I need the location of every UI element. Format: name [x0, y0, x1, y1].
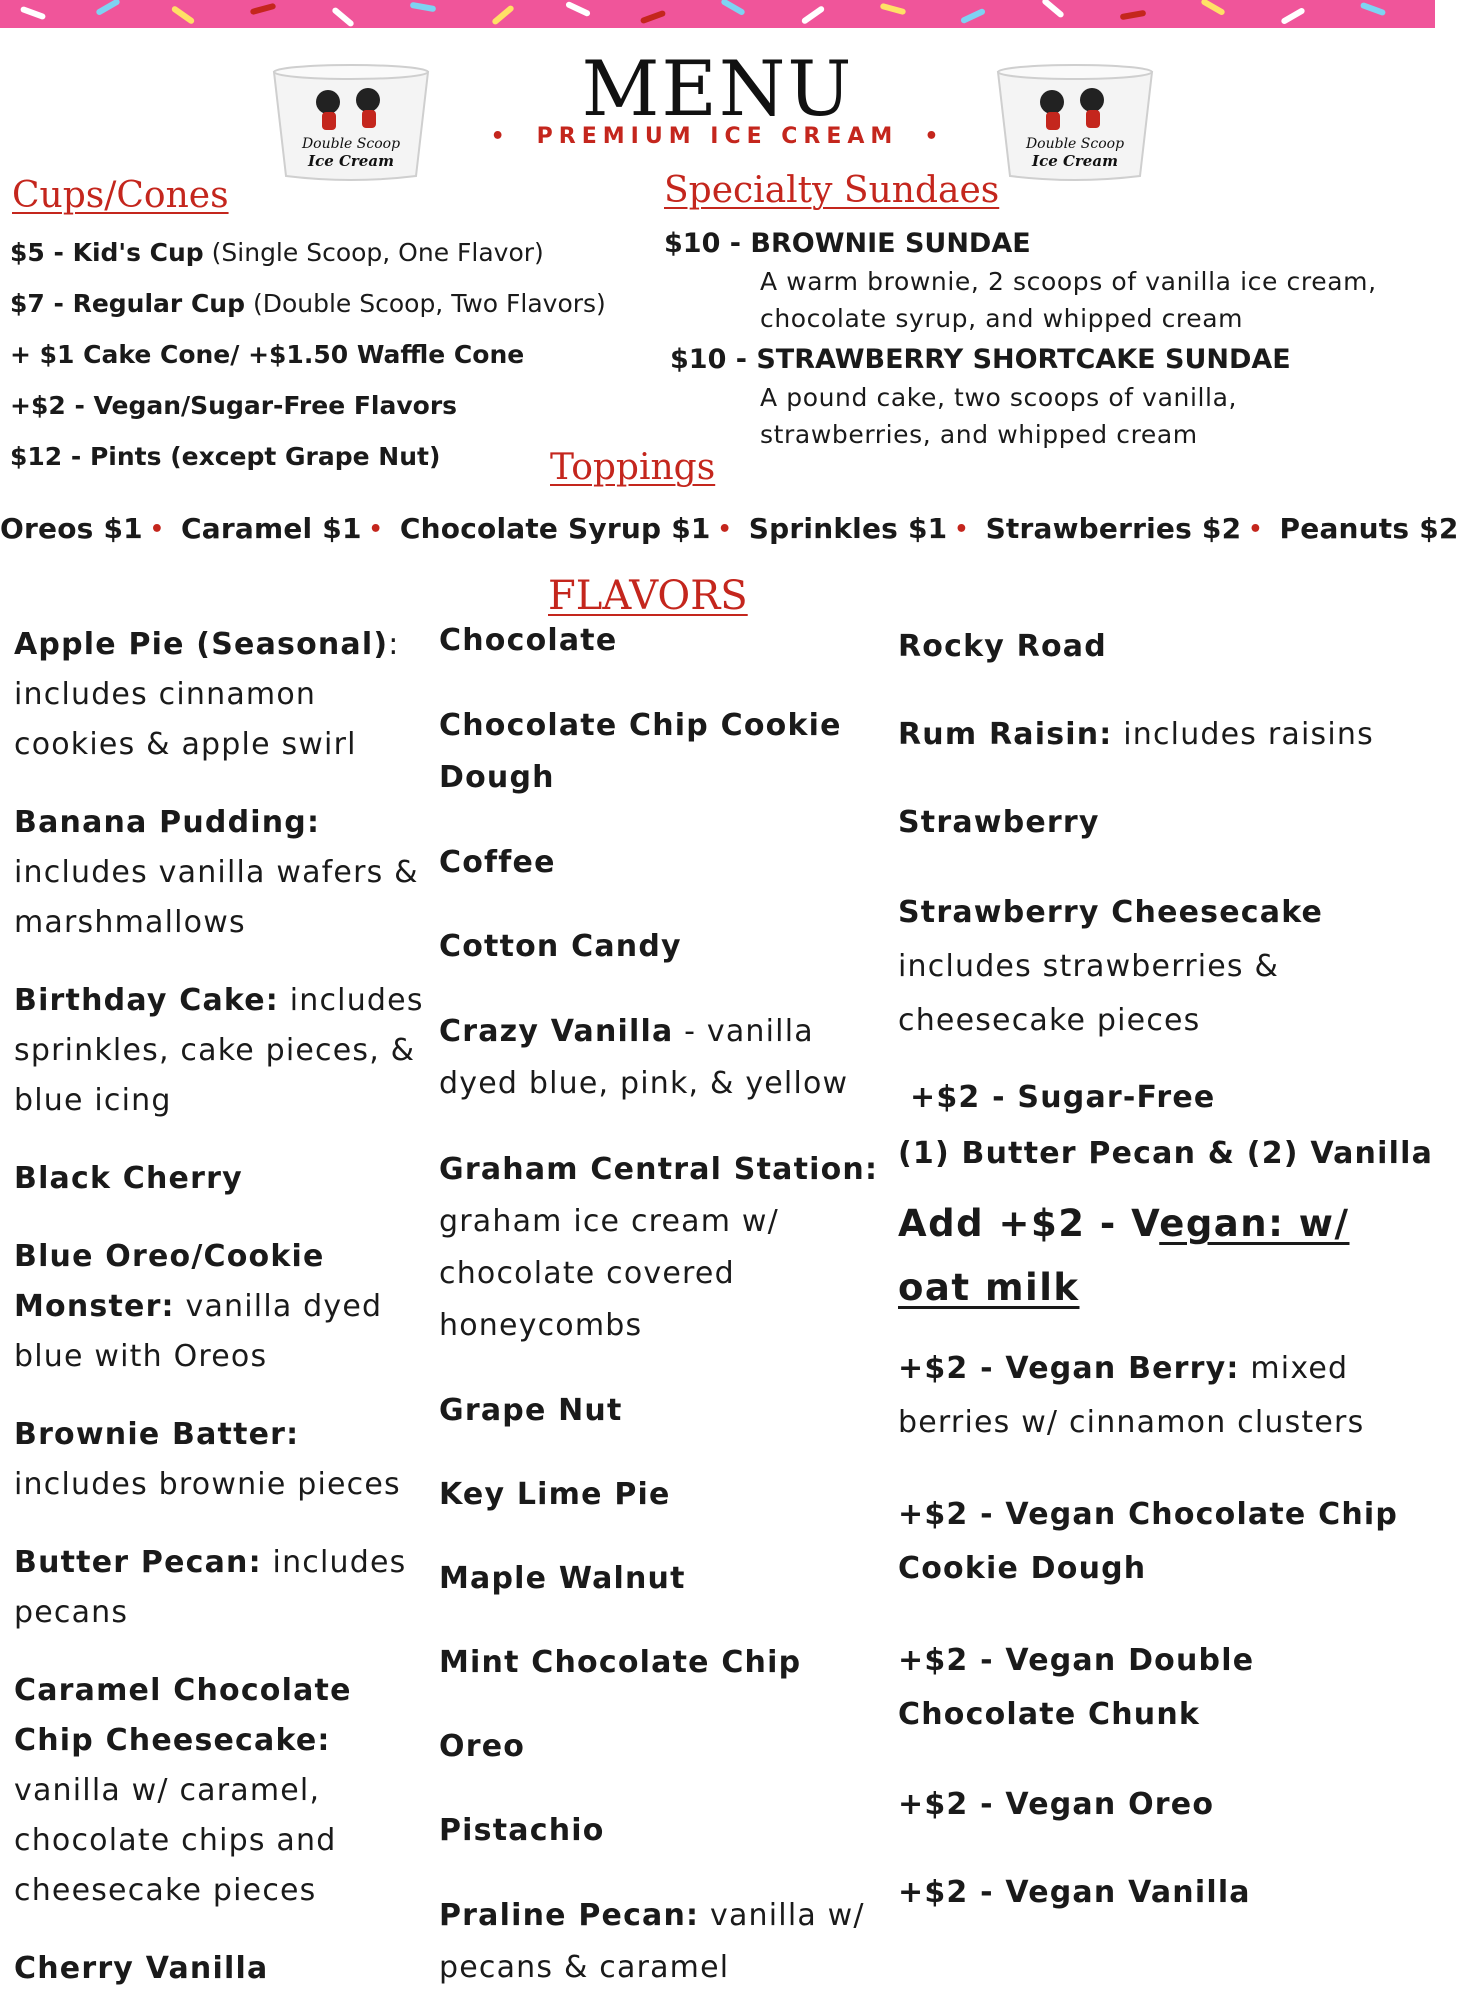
- sprinkle-banner: [0, 0, 1435, 28]
- flavor-item: Blue Oreo/Cookie Monster: vanilla dyed blue with Oreos: [14, 1239, 383, 1374]
- flavor-item: Strawberry: [898, 805, 1100, 840]
- flavor-item: Caramel Chocolate Chip Cheesecake: vanilla w/ caramel, chocolate chips and cheesecake pieces: [14, 1673, 352, 1908]
- menu-subtitle: [0, 124, 1435, 149]
- bullet-dot: •: [717, 517, 732, 542]
- vegan-flavor-item: +$2 - Vegan Oreo: [898, 1787, 1215, 1822]
- bullet-dot: •: [368, 517, 383, 542]
- price-line-cones: + $1 Cake Cone/ +$1.50 Waffle Cone: [10, 340, 525, 369]
- topping-item: Sprinkles $1: [748, 512, 948, 545]
- svg-text:Double Scoop: Double Scoop: [301, 136, 401, 152]
- topping-item: Peanuts $2: [1279, 512, 1459, 545]
- price-line-pints: $12 - Pints (except Grape Nut): [10, 442, 441, 471]
- flavor-item: Birthday Cake: includes sprinkles, cake pieces, & blue icing: [14, 983, 424, 1118]
- flavor-item: Strawberry Cheesecake includes strawberries & cheesecake pieces: [898, 895, 1324, 1038]
- flavor-item: Oreo: [439, 1729, 526, 1764]
- flavor-item: Cherry Vanilla: [14, 1951, 269, 1986]
- flavors-heading: FLAVORS: [548, 573, 748, 619]
- toppings-list: [0, 512, 1459, 545]
- topping-item: Caramel $1: [181, 512, 362, 545]
- vegan-heading: Add +$2 - Vegan: w/ oat milk: [898, 1202, 1350, 1309]
- bullet-dot: •: [924, 124, 945, 149]
- flavor-item: Rum Raisin: includes raisins: [898, 717, 1374, 752]
- subtitle-text: PREMIUM ICE CREAM: [536, 124, 899, 149]
- flavor-item: Black Cherry: [14, 1161, 243, 1196]
- specialty-sundaes-heading: Specialty Sundaes: [664, 170, 1000, 211]
- flavor-item: Mint Chocolate Chip: [439, 1645, 802, 1680]
- svg-text:Ice Cream: Ice Cream: [308, 152, 394, 170]
- desc-line: A pound cake, two scoops of vanilla,: [760, 383, 1238, 412]
- price-line-regular-cup: $7 - Regular Cup (Double Scoop, Two Flavors): [10, 289, 606, 318]
- bullet-dot: •: [149, 517, 165, 542]
- bullet-dot: •: [490, 124, 511, 149]
- desc-line: chocolate syrup, and whipped cream: [760, 304, 1244, 333]
- flavors-column-3: [898, 622, 1434, 1918]
- topping-item: Oreos $1: [0, 512, 143, 545]
- sugar-free-note: [898, 1070, 1434, 1182]
- sundae-name-brownie: $10 - BROWNIE SUNDAE: [664, 228, 1031, 259]
- flavor-item: Brownie Batter: includes brownie pieces: [14, 1417, 401, 1502]
- topping-item: Chocolate Syrup $1: [399, 512, 711, 545]
- flavor-item: Chocolate Chip Cookie Dough: [439, 708, 842, 795]
- vegan-flavor-item: +$2 - Vegan Chocolate Chip Cookie Dough: [898, 1497, 1399, 1586]
- desc-line: A warm brownie, 2 scoops of vanilla ice cream,: [760, 267, 1377, 296]
- cups-cones-heading: Cups/Cones: [12, 175, 229, 216]
- flavor-item: Key Lime Pie: [439, 1477, 671, 1512]
- sundae-desc-strawberry-shortcake: [760, 379, 1237, 453]
- flavor-item: Rocky Road: [898, 629, 1107, 664]
- price-line-kids-cup: $5 - Kid's Cup (Single Scoop, One Flavor): [10, 238, 544, 267]
- flavor-item: Grape Nut: [439, 1393, 623, 1428]
- price-line-vegan-sugar-free: +$2 - Vegan/Sugar-Free Flavors: [10, 391, 458, 420]
- flavors-column-1: [14, 620, 424, 1994]
- flavor-item: Butter Pecan: includes pecans: [14, 1545, 407, 1630]
- toppings-heading: Toppings: [550, 447, 716, 488]
- bullet-dot: •: [954, 517, 969, 542]
- desc-line: strawberries, and whipped cream: [760, 420, 1198, 449]
- flavor-item: Cotton Candy: [439, 929, 682, 964]
- svg-text:Ice Cream: Ice Cream: [1032, 152, 1118, 170]
- svg-text:Double Scoop: Double Scoop: [1025, 136, 1125, 152]
- flavor-item: Banana Pudding: includes vanilla wafers & marshmallows: [14, 805, 419, 940]
- flavor-item: Apple Pie (Seasonal): includes cinnamon cookies & apple swirl: [14, 627, 400, 762]
- vegan-flavor-item: +$2 - Vegan Double Chocolate Chunk: [898, 1643, 1255, 1732]
- flavors-column-2: [439, 616, 879, 1994]
- flavor-item: Crazy Vanilla - vanilla dyed blue, pink, & yellow: [439, 1014, 849, 1101]
- vegan-flavor-item: +$2 - Vegan Berry: mixed berries w/ cinnamon clusters: [898, 1351, 1365, 1440]
- vegan-flavor-item: +$2 - Vegan Vanilla: [898, 1875, 1251, 1910]
- sugar-free-line: +$2 - Sugar-Free: [910, 1080, 1216, 1115]
- bullet-dot: •: [1248, 517, 1263, 542]
- flavor-item: Pistachio: [439, 1813, 605, 1848]
- flavor-item: Praline Pecan: vanilla w/ pecans & caramel: [439, 1898, 865, 1985]
- menu-title: MENU: [581, 44, 854, 133]
- sundae-name-strawberry-shortcake: $10 - STRAWBERRY SHORTCAKE SUNDAE: [670, 344, 1291, 375]
- topping-item: Strawberries $2: [985, 512, 1242, 545]
- flavor-item: Coffee: [439, 845, 556, 880]
- sundae-desc-brownie: [760, 263, 1377, 337]
- sugar-free-flavors: (1) Butter Pecan & (2) Vanilla: [898, 1136, 1434, 1171]
- flavor-item: Graham Central Station: graham ice cream w/ chocolate covered honeycombs: [439, 1152, 879, 1343]
- flavor-item: Chocolate: [439, 623, 618, 658]
- flavor-item: Maple Walnut: [439, 1561, 686, 1596]
